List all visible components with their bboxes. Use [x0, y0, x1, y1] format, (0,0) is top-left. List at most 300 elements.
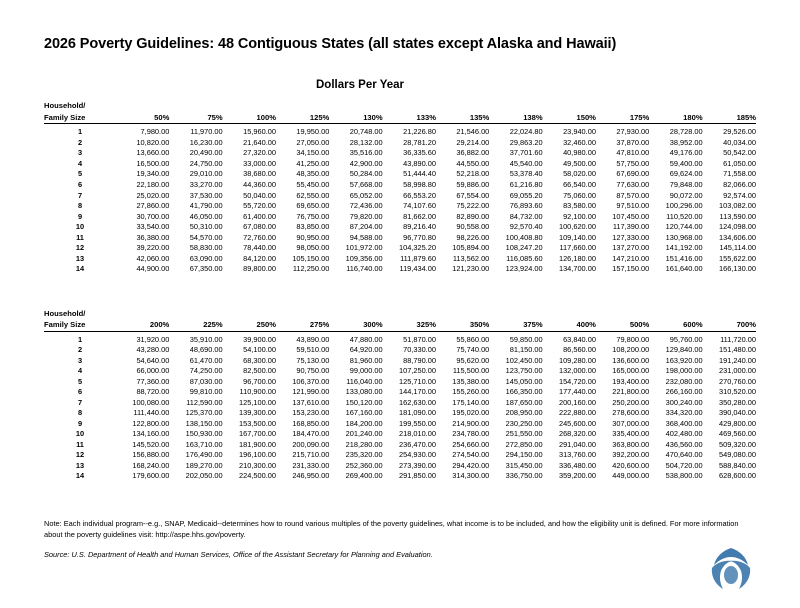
cell: 49,176.00 — [669, 148, 703, 158]
cell: 54,570.00 — [189, 232, 223, 242]
cell: 163,920.00 — [665, 355, 703, 365]
row-size: 2 — [77, 137, 83, 147]
cell: 420,600.00 — [612, 460, 650, 470]
cell: 363,800.00 — [612, 439, 650, 449]
table-row — [44, 345, 756, 356]
cell: 77,630.00 — [616, 180, 650, 189]
table-row — [44, 429, 756, 440]
cell: 193,400.00 — [612, 376, 650, 386]
cell: 231,000.00 — [719, 366, 756, 376]
table-row — [44, 169, 756, 180]
cell: 208,950.00 — [505, 408, 543, 418]
cell: 48,690.00 — [189, 345, 223, 355]
cell: 177,440.00 — [558, 387, 596, 397]
cell: 42,900.00 — [349, 158, 383, 168]
table-row — [44, 148, 756, 159]
table-1-col-header: 150% — [543, 113, 596, 124]
cell: 252,360.00 — [345, 460, 383, 470]
cell: 50,542.00 — [723, 148, 756, 158]
cell: 106,370.00 — [292, 376, 330, 386]
cell: 165,000.00 — [612, 366, 650, 376]
cell: 66,540.00 — [563, 180, 596, 189]
cell: 19,950.00 — [296, 127, 330, 137]
cell: 49,500.00 — [563, 158, 596, 168]
cell: 54,640.00 — [136, 355, 170, 365]
cell: 75,130.00 — [296, 355, 330, 365]
table-row — [44, 377, 756, 388]
cell: 113,562.00 — [452, 253, 490, 263]
cell: 300,240.00 — [665, 397, 703, 407]
cell: 15,960.00 — [243, 127, 276, 137]
cell: 314,300.00 — [452, 471, 490, 481]
cell: 30,700.00 — [136, 211, 170, 221]
table-2-header-row — [44, 320, 756, 331]
cell: 111,440.00 — [133, 408, 170, 418]
cell: 104,325.20 — [398, 243, 436, 253]
row-size: 8 — [77, 408, 83, 418]
row-size: 12 — [75, 450, 85, 460]
cell: 90,950.00 — [296, 232, 330, 242]
cell: 108,247.20 — [505, 243, 543, 253]
row-size: 14 — [75, 471, 85, 481]
cell: 59,886.00 — [456, 180, 490, 189]
cell: 90,072.00 — [669, 190, 703, 200]
cell: 134,160.00 — [132, 429, 170, 439]
cell: 44,550.00 — [456, 158, 490, 168]
cell: 130,968.00 — [665, 232, 703, 242]
cell: 71,558.00 — [723, 169, 756, 179]
cell: 7,980.00 — [140, 127, 170, 137]
cell: 81,960.00 — [349, 355, 383, 365]
hhs-seal-logo — [702, 544, 760, 594]
table-row — [44, 201, 756, 212]
cell: 36,380.00 — [136, 232, 170, 242]
table-1-col-header: 125% — [276, 113, 329, 124]
cell: 139,300.00 — [238, 408, 276, 418]
cell: 291,850.00 — [398, 471, 436, 481]
cell: 44,900.00 — [136, 264, 170, 274]
cell: 150,120.00 — [345, 397, 383, 407]
cell: 96,770.80 — [403, 232, 436, 242]
cell: 13,660.00 — [136, 148, 170, 158]
cell: 58,020.00 — [563, 169, 596, 179]
cell: 111,879.60 — [400, 253, 436, 263]
cell: 134,606.00 — [719, 232, 756, 242]
cell: 278,600.00 — [612, 408, 650, 418]
cell: 66,553.20 — [403, 190, 436, 200]
cell: 19,340.00 — [136, 169, 170, 179]
cell: 168,240.00 — [132, 460, 170, 470]
cell: 294,150.00 — [505, 450, 543, 460]
cell: 27,050.00 — [296, 137, 330, 147]
cell: 191,240.00 — [719, 355, 756, 365]
page-title: 2026 Poverty Guidelines: 48 Contiguous States (all states except Alaska and Hawaii) — [44, 36, 617, 52]
cell: 123,924.00 — [505, 264, 543, 274]
cell: 94,588.00 — [349, 232, 383, 242]
table-1-col-header: 130% — [329, 113, 382, 124]
cell: 21,546.00 — [456, 127, 490, 137]
cell: 20,748.00 — [349, 127, 383, 137]
cell: 41,790.00 — [189, 201, 223, 211]
table-2-col-header: 225% — [169, 320, 222, 331]
cell: 390,040.00 — [719, 408, 756, 418]
cell: 145,520.00 — [132, 439, 170, 449]
row-size: 10 — [75, 429, 85, 439]
table-1-col-header: 135% — [436, 113, 489, 124]
cell: 136,600.00 — [612, 355, 650, 365]
cell: 45,540.00 — [509, 158, 543, 168]
cell: 46,050.00 — [189, 211, 223, 221]
cell: 166,350.00 — [505, 387, 543, 397]
cell: 133,080.00 — [345, 387, 383, 397]
poverty-table-1 — [44, 113, 756, 275]
cell: 92,570.40 — [509, 222, 543, 232]
row-size: 6 — [77, 180, 83, 189]
cell: 39,900.00 — [243, 334, 276, 344]
poverty-table-2-block — [44, 309, 756, 482]
cell: 449,000.00 — [612, 471, 650, 481]
cell: 55,450.00 — [296, 180, 330, 189]
table-2-col-header: 700% — [703, 320, 756, 331]
cell: 29,214.00 — [456, 137, 490, 147]
table-1-col-header: 75% — [169, 113, 222, 124]
row-size: 7 — [77, 190, 83, 200]
cell: 179,600.00 — [132, 471, 170, 481]
household-label-2 — [44, 309, 756, 319]
cell: 125,370.00 — [185, 408, 223, 418]
cell: 35,516.00 — [349, 148, 383, 158]
cell: 99,000.00 — [349, 366, 383, 376]
cell: 34,150.00 — [296, 148, 330, 158]
table-row — [44, 222, 756, 233]
cell: 81,150.00 — [509, 345, 543, 355]
cell: 61,400.00 — [243, 211, 276, 221]
cell: 31,920.00 — [136, 334, 170, 344]
cell: 78,440.00 — [243, 243, 276, 253]
cell: 61,216.80 — [509, 180, 543, 189]
cell: 50,310.00 — [189, 222, 223, 232]
cell: 137,610.00 — [292, 397, 330, 407]
cell: 70,330.00 — [403, 345, 436, 355]
cell: 232,080.00 — [665, 376, 703, 386]
cell: 350,280.00 — [719, 397, 756, 407]
cell: 218,010.00 — [398, 429, 436, 439]
cell: 97,510.00 — [616, 201, 650, 211]
cell: 105,150.00 — [292, 253, 330, 263]
cell: 116,740.00 — [346, 264, 383, 274]
cell: 156,880.00 — [132, 450, 170, 460]
cell: 336,750.00 — [505, 471, 543, 481]
table-row — [44, 233, 756, 244]
cell: 147,210.00 — [612, 253, 650, 263]
cell: 38,952.00 — [669, 137, 703, 147]
cell: 79,848.00 — [669, 180, 703, 189]
cell: 224,500.00 — [238, 471, 276, 481]
cell: 154,720.00 — [558, 376, 596, 386]
table-row — [44, 335, 756, 346]
cell: 125,710.00 — [398, 376, 436, 386]
cell: 51,870.00 — [403, 334, 436, 344]
table-row — [44, 264, 756, 275]
cell: 67,554.00 — [456, 190, 490, 200]
cell: 24,750.00 — [189, 158, 223, 168]
row-size: 11 — [76, 232, 84, 242]
cell: 100,296.00 — [665, 201, 703, 211]
cell: 234,780.00 — [452, 429, 490, 439]
cell: 162,630.00 — [398, 397, 436, 407]
row-size: 1 — [77, 334, 83, 344]
poverty-table-1-block — [44, 101, 756, 274]
cell: 359,200.00 — [558, 471, 596, 481]
cell: 153,500.00 — [238, 418, 276, 428]
cell: 231,330.00 — [292, 460, 330, 470]
cell: 181,900.00 — [238, 439, 276, 449]
table-1-col-header: 133% — [383, 113, 436, 124]
cell: 90,558.00 — [456, 222, 490, 232]
row-size: 4 — [77, 366, 83, 376]
cell: 20,490.00 — [189, 148, 223, 158]
cell: 151,416.00 — [665, 253, 703, 263]
table-2-col-header: 400% — [543, 320, 596, 331]
row-size: 2 — [77, 345, 83, 355]
cell: 75,740.00 — [456, 345, 490, 355]
cell: 61,050.00 — [723, 158, 756, 168]
cell: 109,280.00 — [558, 355, 596, 365]
cell: 184,200.00 — [345, 418, 383, 428]
poverty-table-2 — [44, 320, 756, 482]
cell: 200,160.00 — [558, 397, 596, 407]
cell: 27,320.00 — [243, 148, 276, 158]
cell: 38,680.00 — [243, 169, 276, 179]
table-row — [44, 398, 756, 409]
cell: 294,420.00 — [452, 460, 490, 470]
cell: 79,800.00 — [616, 334, 650, 344]
cell: 28,728.00 — [669, 127, 703, 137]
cell: 336,480.00 — [558, 460, 596, 470]
cell: 245,600.00 — [558, 418, 596, 428]
table-row — [44, 243, 756, 254]
cell: 63,840.00 — [563, 334, 596, 344]
row-size: 5 — [77, 169, 83, 179]
cell: 16,500.00 — [136, 158, 170, 168]
cell: 102,450.00 — [505, 355, 543, 365]
cell: 29,526.00 — [723, 127, 756, 137]
table-2-col-header: 275% — [276, 320, 329, 331]
cell: 74,107.60 — [403, 201, 436, 211]
cell: 72,436.00 — [349, 201, 383, 211]
cell: 50,284.00 — [349, 169, 383, 179]
cell: 11,970.00 — [190, 127, 223, 137]
table-row — [44, 419, 756, 430]
cell: 92,574.00 — [723, 190, 756, 200]
cell: 144,170.00 — [398, 387, 436, 397]
cell: 79,820.00 — [349, 211, 383, 221]
table-row — [44, 471, 756, 482]
cell: 272,850.00 — [505, 439, 543, 449]
row-size: 3 — [77, 148, 83, 158]
cell: 167,160.00 — [345, 408, 383, 418]
cell: 161,640.00 — [665, 264, 703, 274]
row-size: 4 — [77, 158, 83, 168]
cell: 150,930.00 — [185, 429, 223, 439]
cell: 155,260.00 — [452, 387, 490, 397]
cell: 33,540.00 — [136, 222, 170, 232]
table-1-col-header: 185% — [703, 113, 756, 124]
cell: 87,570.00 — [616, 190, 650, 200]
table-row — [44, 138, 756, 149]
cell: 77,360.00 — [136, 376, 170, 386]
table-2-size-header: Family Size — [44, 320, 116, 331]
table-row — [44, 440, 756, 451]
cell: 32,460.00 — [563, 137, 596, 147]
cell: 50,040.00 — [243, 190, 276, 200]
table-row — [44, 461, 756, 472]
cell: 27,860.00 — [136, 201, 170, 211]
cell: 58,830.00 — [189, 243, 223, 253]
cell: 84,732.00 — [509, 211, 543, 221]
cell: 29,863.20 — [509, 137, 543, 147]
cell: 98,050.00 — [296, 243, 330, 253]
cell: 40,034.00 — [723, 137, 756, 147]
cell: 47,880.00 — [349, 334, 383, 344]
cell: 538,800.00 — [665, 471, 703, 481]
cell: 119,434.00 — [399, 264, 436, 274]
table-2-col-header: 250% — [223, 320, 276, 331]
cell: 92,100.00 — [563, 211, 596, 221]
cell: 124,098.00 — [719, 222, 756, 232]
cell: 36,882.00 — [456, 148, 490, 158]
cell: 59,400.00 — [669, 158, 703, 168]
cell: 222,880.00 — [558, 408, 596, 418]
cell: 40,980.00 — [563, 148, 596, 158]
table-1-header-row — [44, 113, 756, 124]
cell: 90,750.00 — [296, 366, 330, 376]
cell: 236,470.00 — [398, 439, 436, 449]
row-size: 9 — [77, 211, 83, 221]
table-row — [44, 450, 756, 461]
cell: 43,890.00 — [403, 158, 436, 168]
cell: 95,760.00 — [669, 334, 703, 344]
cell: 107,450.00 — [612, 211, 650, 221]
cell: 184,470.00 — [292, 429, 330, 439]
cell: 65,052.00 — [349, 190, 383, 200]
cell: 132,000.00 — [558, 366, 596, 376]
cell: 315,450.00 — [505, 460, 543, 470]
cell: 110,900.00 — [239, 387, 276, 397]
cell: 254,930.00 — [398, 450, 436, 460]
cell: 82,890.00 — [456, 211, 490, 221]
cell: 221,800.00 — [612, 387, 650, 397]
cell: 62,550.00 — [296, 190, 330, 200]
cell: 84,120.00 — [243, 253, 276, 263]
cell: 429,800.00 — [719, 418, 756, 428]
cell: 168,850.00 — [292, 418, 330, 428]
cell: 95,620.00 — [456, 355, 490, 365]
cell: 246,950.00 — [292, 471, 330, 481]
cell: 129,840.00 — [665, 345, 703, 355]
household-label-2-line1: Household/ — [44, 308, 86, 318]
cell: 200,090.00 — [292, 439, 330, 449]
cell: 55,720.00 — [243, 201, 276, 211]
cell: 145,050.00 — [505, 376, 543, 386]
cell: 59,510.00 — [296, 345, 330, 355]
row-size: 10 — [75, 222, 85, 232]
table-1-col-header: 175% — [596, 113, 649, 124]
table-2-col-header: 600% — [649, 320, 702, 331]
cell: 42,060.00 — [136, 253, 170, 263]
cell: 470,640.00 — [665, 450, 703, 460]
cell: 66,000.00 — [136, 366, 170, 376]
cell: 22,024.80 — [509, 127, 543, 137]
cell: 334,320.00 — [665, 408, 703, 418]
table-row — [44, 127, 756, 138]
cell: 509,320.00 — [719, 439, 756, 449]
cell: 75,060.00 — [563, 190, 596, 200]
cell: 214,900.00 — [452, 418, 490, 428]
table-2-col-header: 350% — [436, 320, 489, 331]
cell: 113,590.00 — [719, 211, 756, 221]
cell: 82,500.00 — [243, 366, 276, 376]
cell: 87,204.00 — [349, 222, 383, 232]
cell: 47,810.00 — [616, 148, 650, 158]
cell: 270,760.00 — [719, 376, 756, 386]
cell: 64,920.00 — [349, 345, 383, 355]
cell: 52,218.00 — [456, 169, 490, 179]
cell: 100,080.00 — [132, 397, 170, 407]
cell: 111,720.00 — [720, 334, 756, 344]
cell: 127,330.00 — [612, 232, 650, 242]
cell: 145,114.00 — [719, 243, 756, 253]
cell: 135,380.00 — [452, 376, 490, 386]
cell: 10,820.00 — [136, 137, 170, 147]
row-size: 8 — [77, 201, 83, 211]
cell: 153,230.00 — [292, 408, 330, 418]
cell: 235,320.00 — [345, 450, 383, 460]
cell: 588,840.00 — [719, 460, 756, 470]
cell: 76,750.00 — [296, 211, 330, 221]
cell: 436,560.00 — [665, 439, 703, 449]
cell: 175,140.00 — [452, 397, 490, 407]
cell: 141,192.00 — [665, 243, 703, 253]
cell: 58,998.80 — [403, 180, 436, 189]
cell: 109,356.00 — [345, 253, 383, 263]
cell: 75,222.00 — [456, 201, 490, 211]
cell: 103,082.00 — [719, 201, 756, 211]
cell: 167,700.00 — [238, 429, 276, 439]
cell: 112,250.00 — [292, 264, 330, 274]
table-row — [44, 254, 756, 265]
cell: 33,270.00 — [189, 180, 223, 189]
table-row — [44, 191, 756, 202]
table-2-col-header: 500% — [596, 320, 649, 331]
table-1-col-header: 50% — [116, 113, 169, 124]
cell: 115,500.00 — [452, 366, 490, 376]
cell: 43,280.00 — [136, 345, 170, 355]
cell: 251,550.00 — [505, 429, 543, 439]
cell: 87,030.00 — [189, 376, 223, 386]
table-2-body — [44, 331, 756, 482]
cell: 27,930.00 — [616, 127, 650, 137]
cell: 195,020.00 — [452, 408, 490, 418]
cell: 117,660.00 — [559, 243, 596, 253]
cell: 96,700.00 — [243, 376, 276, 386]
cell: 125,100.00 — [238, 397, 276, 407]
cell: 69,650.00 — [296, 201, 330, 211]
cell: 201,240.00 — [345, 429, 383, 439]
cell: 210,300.00 — [238, 460, 276, 470]
row-size: 9 — [77, 418, 83, 428]
cell: 86,560.00 — [563, 345, 596, 355]
